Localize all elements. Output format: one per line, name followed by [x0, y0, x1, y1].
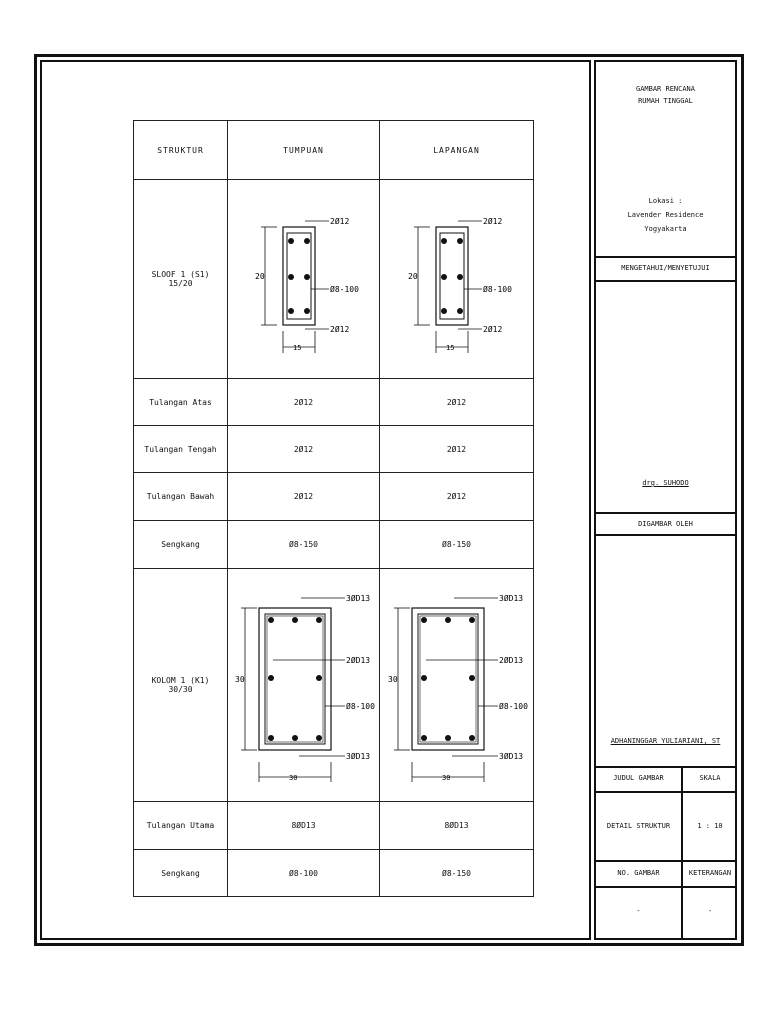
judul-value: DETAIL STRUKTUR: [606, 822, 671, 830]
kolom-dim-h: 30: [387, 674, 398, 684]
kolom-label-top: 3ØD13: [345, 593, 370, 603]
sloof-dim-h: 20: [407, 271, 418, 281]
drawing-title-line2: RUMAH TINGGAL: [638, 97, 693, 105]
no-gambar-label: NO. GAMBAR: [617, 869, 660, 877]
kolom-dim-h: 30: [234, 674, 245, 684]
row-label: Tulangan Atas: [134, 379, 228, 426]
sloof-section-lapangan: [382, 181, 532, 376]
sloof-row: [134, 180, 534, 379]
row-label: Tulangan Bawah: [134, 473, 228, 521]
kolom-label-stirrup: Ø8-100: [345, 701, 375, 711]
table-row: [134, 473, 534, 521]
kolom-label-top: 3ØD13: [498, 593, 523, 603]
drafter-name: ADHANINGGAR YULIARIANI, ST: [610, 737, 721, 745]
sloof-label-stirrup: Ø8-100: [329, 284, 359, 294]
divider: [594, 256, 737, 258]
kolom-section-lapangan: [382, 570, 532, 799]
table-header-row: [134, 121, 534, 180]
sloof-name-cell: [134, 180, 228, 379]
kolom-lapangan-drawing: [380, 569, 534, 802]
kolom-name: KOLOM 1 (K1): [151, 676, 210, 685]
kolom-name-cell: [134, 569, 228, 802]
kolom-size: 30/30: [168, 685, 193, 694]
judul-label: JUDUL GAMBAR: [613, 774, 664, 782]
kolom-dim-w: 30: [441, 773, 450, 782]
sloof-label-stirrup: Ø8-100: [482, 284, 512, 294]
table-row: [134, 802, 534, 850]
divider: [594, 791, 737, 793]
sloof-name: SLOOF 1 (S1): [151, 270, 210, 279]
kolom-row: [134, 569, 534, 802]
sloof-label-top: 2Ø12: [329, 216, 349, 226]
digambar-label: DIGAMBAR OLEH: [638, 520, 693, 528]
row-lapangan: Ø8-150: [380, 850, 534, 897]
lokasi-line1: Lavender Residence: [627, 211, 704, 219]
structure-table: [133, 120, 534, 897]
header-lapangan: LAPANGAN: [380, 121, 534, 180]
mengetahui-label: MENGETAHUI/MENYETUJUI: [621, 264, 710, 272]
sloof-tumpuan-drawing: [228, 180, 380, 379]
kolom-section-tumpuan: [229, 570, 379, 799]
kolom-dim-w: 30: [288, 773, 297, 782]
kolom-label-mid: 2ØD13: [498, 655, 523, 665]
sloof-label-bottom: 2Ø12: [482, 324, 502, 334]
sloof-dim-w: 15: [292, 343, 301, 352]
row-lapangan: Ø8-150: [380, 521, 534, 569]
lokasi-label: Lokasi :: [648, 197, 683, 205]
approver-name: drg. SUHODO: [642, 479, 689, 487]
kolom-label-mid: 2ØD13: [345, 655, 370, 665]
header-tumpuan: TUMPUAN: [228, 121, 380, 180]
row-tumpuan: 8ØD13: [228, 802, 380, 850]
row-lapangan: 2Ø12: [380, 426, 534, 473]
sloof-size: 15/20: [168, 279, 193, 288]
kolom-tumpuan-drawing: [228, 569, 380, 802]
divider: [594, 886, 737, 888]
row-label: Tulangan Utama: [134, 802, 228, 850]
row-tumpuan: Ø8-100: [228, 850, 380, 897]
header-struktur: STRUKTUR: [134, 121, 228, 180]
sloof-label-top: 2Ø12: [482, 216, 502, 226]
divider: [594, 860, 737, 862]
lokasi-line2: Yogyakarta: [644, 225, 687, 233]
keterangan-value: -: [707, 907, 713, 915]
sloof-dim-h: 20: [254, 271, 265, 281]
table-row: [134, 379, 534, 426]
sloof-dim-w: 15: [445, 343, 454, 352]
no-gambar-value: -: [636, 907, 641, 915]
table-row: [134, 850, 534, 897]
row-lapangan: 2Ø12: [380, 473, 534, 521]
kolom-label-bottom: 3ØD13: [345, 751, 370, 761]
row-tumpuan: 2Ø12: [228, 473, 380, 521]
skala-label: SKALA: [699, 774, 721, 782]
sloof-label-bottom: 2Ø12: [329, 324, 349, 334]
divider: [594, 766, 737, 768]
title-block: [594, 60, 737, 940]
row-label: Sengkang: [134, 521, 228, 569]
row-lapangan: 8ØD13: [380, 802, 534, 850]
divider: [594, 534, 737, 536]
kolom-label-stirrup: Ø8-100: [498, 701, 528, 711]
keterangan-label: KETERANGAN: [688, 869, 732, 877]
table-row: [134, 521, 534, 569]
row-lapangan: 2Ø12: [380, 379, 534, 426]
skala-value: 1 : 10: [697, 822, 723, 830]
divider: [594, 512, 737, 514]
divider: [594, 280, 737, 282]
table-row: [134, 426, 534, 473]
row-tumpuan: 2Ø12: [228, 379, 380, 426]
row-tumpuan: Ø8-150: [228, 521, 380, 569]
row-label: Tulangan Tengah: [134, 426, 228, 473]
kolom-label-bottom: 3ØD13: [498, 751, 523, 761]
drawing-title-line1: GAMBAR RENCANA: [635, 85, 695, 93]
sloof-lapangan-drawing: [380, 180, 534, 379]
sloof-section-tumpuan: [229, 181, 379, 376]
row-label: Sengkang: [134, 850, 228, 897]
row-tumpuan: 2Ø12: [228, 426, 380, 473]
